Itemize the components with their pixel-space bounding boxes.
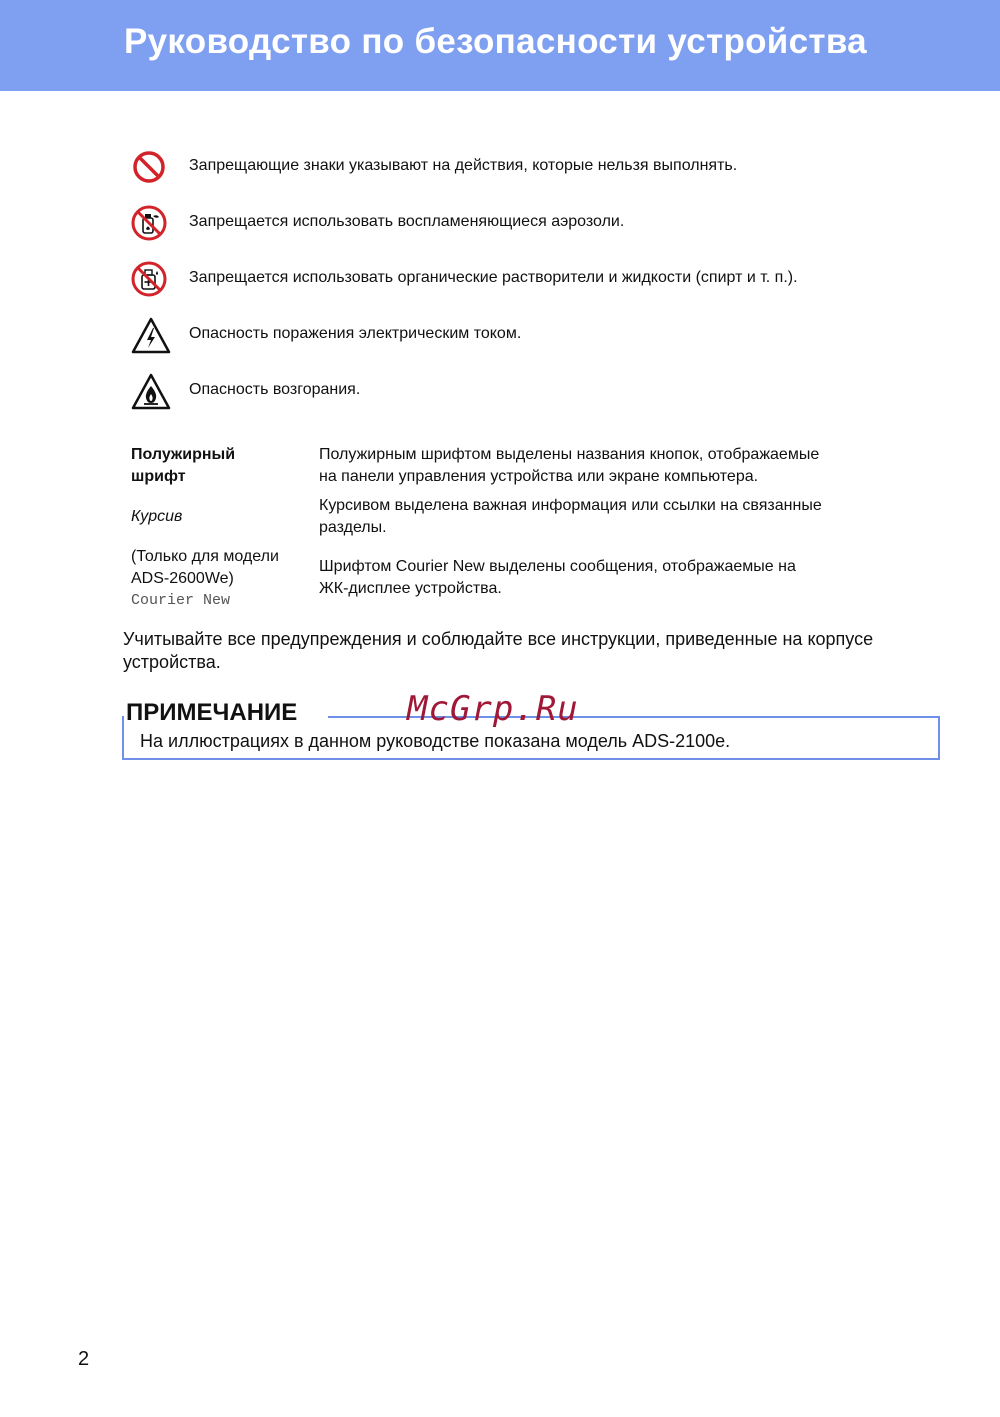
symbol-row-no-solvents (130, 260, 930, 300)
watermark: McGrp.Ru (407, 689, 579, 729)
symbol-row-electrical (130, 316, 930, 356)
convention-desc-courier: Шрифтом Courier New выделены сообщения, отображаемые на ЖК-дисплее устройства. (319, 558, 796, 597)
electrical-hazard-icon (130, 316, 172, 356)
convention-term-italic: Курсив (131, 508, 183, 525)
page-number: 2 (78, 1348, 90, 1370)
prohibition-icon (130, 148, 168, 186)
convention-term-bold: Полужирный шрифт (131, 446, 236, 485)
instructions-paragraph: Учитывайте все предупреждения и соблюдайте все инструкции, приведенные на корпусе устройства. (123, 629, 874, 672)
symbol-row-prohibition (130, 148, 930, 188)
symbol-text: Опасность поражения электрическим током. (189, 325, 522, 342)
symbol-text: Запрещается использовать органические растворители и жидкости (спирт и т. п.). (189, 269, 798, 286)
page-header (0, 0, 1000, 91)
symbol-row-no-spray (130, 204, 930, 244)
convention-term-courier: (Только для модели ADS-2600We) Courier New (131, 548, 279, 609)
convention-desc-bold: Полужирным шрифтом выделены названия кнопок, отображаемые на панели управления устройства или экране компьютера. (319, 446, 820, 485)
page-title: Руководство по безопасности устройства (124, 22, 867, 61)
note-text: На иллюстрациях в данном руководстве показана модель ADS-2100e. (140, 731, 731, 751)
symbol-text: Опасность возгорания. (189, 381, 361, 398)
note-title: ПРИМЕЧАНИЕ (126, 699, 298, 726)
symbol-row-fire (130, 372, 930, 412)
convention-desc-italic: Курсивом выделена важная информация или ссылки на связанные разделы. (319, 497, 822, 536)
fire-hazard-icon (130, 372, 172, 412)
no-flammable-spray-icon (130, 204, 168, 242)
symbol-text: Запрещается использовать воспламеняющиеся аэрозоли. (189, 213, 625, 230)
symbol-text: Запрещающие знаки указывают на действия, которые нельзя выполнять. (189, 157, 738, 174)
no-organic-solvents-icon (130, 260, 168, 298)
